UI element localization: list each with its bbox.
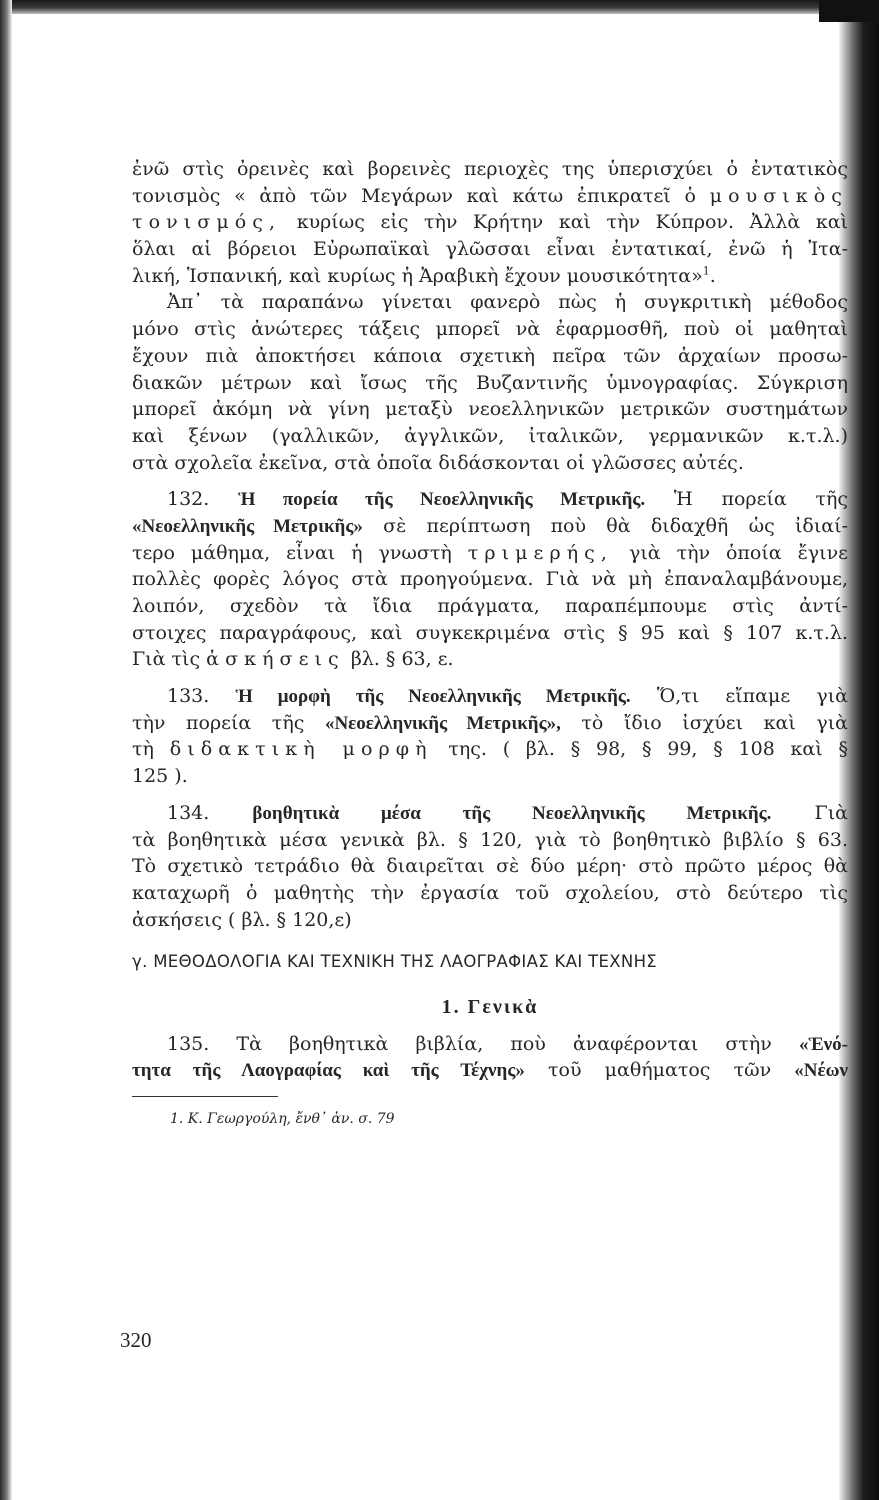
paragraph-heading: βοηθητικὰ μέσα τῆς Νεοελληνικῆς Μετρικῆς. (252, 802, 772, 824)
text-line: διακῶν μέτρων καὶ ἴσως τῆς Βυζαντινῆς ὑμνογραφίας. Σύγκριση (132, 371, 848, 394)
text-line: τὰ βοηθητικὰ μέσα γενικὰ βλ. § 120, γιὰ τὸ βοηθητικὸ βιβλίο § 63. (132, 828, 848, 851)
page-number: 320 (120, 1328, 152, 1352)
text-line: μόνο στὶς ἀνώτερες τάξεις μπορεῖ νὰ ἐφαρμοσθῆ, ποὺ οἱ μαθηταὶ (132, 318, 848, 341)
text-line: τὴν πορεία τῆς «Νεοελληνικῆς Μετρικῆς», τὸ ἴδιο ἰσχύει καὶ γιὰ (132, 711, 848, 734)
footnote-rule (132, 1096, 278, 1097)
section-heading: γ. ΜΕΘΟΔΟΛΟΓΙΑ ΚΑΙ ΤΕΧΝΙΚΗ ΤΗΣ ΛΑΟΓΡΑΦΙΑΣ ΚΑΙ ΤΕΧΝΗΣ (132, 952, 658, 972)
text-line: πολλὲς φορὲς λόγος στὰ προηγούμενα. Γιὰ νὰ μὴ ἐπαναλαμβάνουμε, (132, 568, 848, 591)
paragraph-133 (132, 683, 848, 790)
text-line: «Νεοελληνικῆς Μετρικῆς» σὲ περίπτωση ποὺ θὰ διδαχθῆ ὡς ἰδιαί- (132, 514, 848, 537)
paragraph-heading: Ἡ μορφὴ τῆς Νεοελληνικῆς Μετρικῆς. (235, 686, 631, 708)
text-line: λική, Ἱσπανική, καὶ κυρίως ἡ Ἀραβικὴ ἔχουν μουσικότητα»$^1$. (132, 264, 716, 287)
text-line: Τὸ σχετικὸ τετράδιο θὰ διαιρεῖται σὲ δύο μέρη· στὸ πρῶτο μέρος θὰ (132, 855, 848, 878)
text-line: καὶ ξένων (γαλλικῶν, ἀγγλικῶν, ἰταλικῶν, γερμανικῶν κ.τ.λ.) (132, 424, 848, 447)
scan-border-left (0, 0, 12, 1500)
text-line: τερο μάθημα, εἶναι ἡ γνωστὴ τριμερής, γιὰ τὴν ὁποία ἔγινε (132, 541, 848, 564)
paragraph-135 (132, 1031, 848, 1084)
paragraph-number: 134. (167, 801, 210, 824)
text-line: στὰ σχολεῖα ἐκεῖνα, στὰ ὁποῖα διδάσκονται οἱ γλῶσσες αὐτές. (132, 451, 744, 474)
text-line: καταχωρῆ ὁ μαθητὴς τὴν ἐργασία τοῦ σχολείου, στὸ δεύτερο τὶς (132, 881, 848, 904)
paragraph-heading: Ἡ πορεία τῆς Νεοελληνικῆς Μετρικῆς. (238, 489, 646, 511)
text-line: τονισμός, κυρίως εἰς τὴν Κρήτην καὶ τὴν Κύπρον. Ἀλλὰ καὶ (132, 211, 848, 234)
text-line: τητα τῆς Λαογραφίας καὶ τῆς Τέχνης» τοῦ μαθήματος τῶν «Νέων (132, 1059, 848, 1082)
subheading: 1. Γενικὰ (441, 995, 539, 1018)
paragraph-132 (132, 486, 848, 673)
footnote-marker: 1 (702, 264, 710, 278)
text-line: στοιχες παραγράφους, καὶ συγκεκριμένα στὶς § 95 καὶ § 107 κ.τ.λ. (132, 621, 848, 644)
text-line: ὅλαι αἱ βόρειοι Εὐρωπαϊκαὶ γλῶσσαι εἶναι ἐντατικαί, ἐνῶ ἡ Ἰτα- (132, 238, 848, 261)
scan-corner-dark (819, 0, 879, 22)
footnote: 1. Κ. Γεωργούλη, ἔνθ᾽ ἀν. σ. 79 (170, 1111, 395, 1127)
spaced-word: τριμερής, (467, 541, 614, 564)
text-line: 133. Ἡ μορφὴ τῆς Νεοελληνικῆς Μετρικῆς. Ὅ,τι εἴπαμε γιὰ (167, 685, 848, 708)
text-line: 134. βοηθητικὰ μέσα τῆς Νεοελληνικῆς Μετρικῆς. Γιὰ (167, 801, 848, 824)
spaced-word: διδακτικὴ μορφὴ (169, 738, 433, 761)
text-line: 135. Τὰ βοηθητικὰ βιβλία, ποὺ ἀναφέρονται στὴν «Ἑνό- (167, 1032, 848, 1055)
paragraph-number: 132. (167, 488, 210, 511)
paragraph-134 (132, 800, 848, 933)
text-line: ἐνῶ στὶς ὀρεινὲς καὶ βορεινὲς περιοχὲς της ὑπερισχύει ὁ ἐντατικὸς (132, 158, 848, 180)
text-line: τονισμὸς « ἀπὸ τῶν Μεγάρων καὶ κάτω ἐπικρατεῖ ὁ μουσικὸς (132, 184, 848, 207)
text-line: Ἀπ᾽ τὰ παραπάνω γίνεται φανερὸ πὼς ἡ συγκριτικὴ μέθοδος (167, 291, 848, 314)
spaced-word: μουσικὸς (709, 184, 848, 207)
paragraph-number: 133. (167, 685, 210, 708)
text-line: Γιὰ τὶς ἀσκήσεις βλ. § 63, ε. (132, 648, 454, 671)
spaced-word: ἀσκήσεις (206, 648, 345, 671)
spaced-word: τονισμός, (132, 211, 282, 234)
text-line: μπορεῖ ἀκόμη νὰ γίνη μεταξὺ νεοελληνικῶν μετρικῶν συστημάτων (132, 398, 848, 421)
page-body (132, 156, 848, 1129)
paragraph-comparative-method (132, 289, 848, 476)
text-line: 125 ). (132, 765, 188, 788)
paragraph-continuation (132, 156, 848, 289)
scan-border-top (0, 0, 879, 14)
text-line: ἀσκήσεις ( βλ. § 120,ε) (132, 908, 352, 931)
text-line: τὴ διδακτικὴ μορφὴ της. ( βλ. § 98, § 99, § 108 καὶ § (132, 738, 848, 761)
text-line: λοιπόν, σχεδὸν τὰ ἴδια πράγματα, παραπέμπουμε στὶς ἀντί- (132, 595, 848, 617)
text-line: 132. Ἡ πορεία τῆς Νεοελληνικῆς Μετρικῆς. Ἡ πορεία τῆς (167, 488, 848, 511)
text-line: ἔχουν πιὰ ἀποκτήσει κάποια σχετικὴ πεῖρα τῶν ἀρχαίων προσω- (132, 344, 848, 367)
